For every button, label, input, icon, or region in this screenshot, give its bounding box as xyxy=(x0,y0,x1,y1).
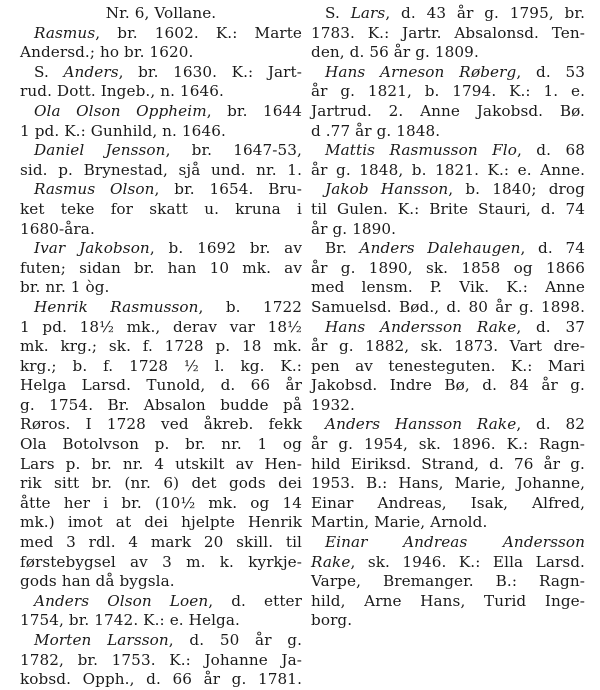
text-line xyxy=(311,220,585,240)
text-segment: hild, Arne Hans, Turid Inge- xyxy=(311,591,585,610)
text-line xyxy=(20,63,302,83)
name-segment: Anders Hansson Rake xyxy=(325,415,517,434)
text-line xyxy=(311,24,585,44)
text-line xyxy=(20,239,302,259)
text-segment: , d. 53 xyxy=(516,62,586,81)
text-segment: Helga Larsd. Tunold, d. 66 år xyxy=(20,376,302,395)
text-segment: Jartrud. 2. Anne Jakobsd. Bø. xyxy=(311,101,585,120)
text-line xyxy=(311,298,585,318)
text-segment: , br. 1654. Bru- xyxy=(154,180,302,199)
text-segment: Br. xyxy=(325,239,360,258)
text-segment: 1783. K.: Jartr. Absalonsd. Ten- xyxy=(311,23,585,42)
text-line xyxy=(20,4,302,24)
text-line xyxy=(311,278,585,298)
text-line xyxy=(20,220,302,240)
text-line xyxy=(20,298,302,318)
name-segment: Hans Arneson Røberg xyxy=(325,62,517,81)
text-segment: Nr. 6, Vollane. xyxy=(105,4,217,22)
text-segment: mk. krg.; sk. f. 1728 p. 18 mk. xyxy=(20,337,302,356)
text-line xyxy=(20,435,302,455)
text-line xyxy=(311,572,585,592)
text-segment: sid. p. Brynestad, sjå und. nr. 1. xyxy=(20,160,302,179)
text-line xyxy=(20,513,302,533)
text-line xyxy=(311,82,585,102)
text-line xyxy=(20,259,302,279)
text-segment: år g. 1821, b. 1794. K.: 1. e. xyxy=(311,82,585,101)
text-line xyxy=(311,102,585,122)
text-line xyxy=(20,455,302,475)
text-segment: år g. 1890, sk. 1858 og 1866 xyxy=(311,258,585,277)
text-segment: ket teke for skatt u. kruna i xyxy=(20,199,302,218)
text-line xyxy=(20,102,302,122)
text-segment: år g. 1848, b. 1821. K.: e. Anne. xyxy=(311,160,585,179)
text-line xyxy=(311,43,585,63)
name-segment: Anders Olson Loen xyxy=(34,591,209,610)
text-segment: , d. 82 xyxy=(516,415,585,434)
text-segment: til Gulen. K.: Brite Stauri, d. 74 xyxy=(311,199,585,218)
text-segment: rud. Dott. Ingeb., n. 1646. xyxy=(20,82,224,101)
text-segment: , b. 1722 xyxy=(198,297,302,316)
text-segment: , d. 74 xyxy=(520,239,585,258)
text-segment: d .77 år g. 1848. xyxy=(311,121,441,140)
text-line xyxy=(20,122,302,142)
text-segment: 1754, br. 1742. K.: e. Helga. xyxy=(20,611,240,630)
text-line xyxy=(20,161,302,181)
text-line xyxy=(20,572,302,592)
text-segment: 1 pd. 18½ mk., derav var 18½ xyxy=(20,317,302,336)
text-segment: 1953. B.: Hans, Marie, Johanne, xyxy=(311,474,585,493)
text-line xyxy=(311,337,585,357)
name-segment: Anders xyxy=(63,62,119,81)
text-line xyxy=(20,141,302,161)
name-segment: Rasmus Olson xyxy=(34,180,155,199)
text-segment: , d. 37 xyxy=(516,317,585,336)
text-line xyxy=(20,553,302,573)
text-segment: åtte her i br. (10½ mk. og 14 xyxy=(20,493,302,512)
text-segment: borg. xyxy=(311,611,353,630)
text-segment: 1782, br. 1753. K.: Johanne Ja- xyxy=(20,650,302,669)
text-segment: kobsd. Opph., d. 66 år g. 1781. xyxy=(20,670,302,689)
name-segment: Einar Andreas Andersson xyxy=(325,533,585,552)
text-line xyxy=(311,455,585,475)
text-segment: hild Eiriksd. Strand, d. 76 år g. xyxy=(311,454,585,473)
text-line xyxy=(20,376,302,396)
text-line xyxy=(20,318,302,338)
text-segment: Einar Andreas, Isak, Alfred, xyxy=(311,493,585,512)
text-segment: , d. 50 år g. xyxy=(168,631,303,649)
text-segment: , b. 1692 br. av xyxy=(149,239,303,258)
name-segment: Rake xyxy=(311,552,351,571)
text-line xyxy=(20,337,302,357)
text-segment: pen av tenesteguten. K.: Mari xyxy=(311,356,585,375)
text-line xyxy=(311,533,585,553)
text-segment: , b. 1840; drog xyxy=(448,180,585,199)
text-line xyxy=(20,415,302,435)
text-segment: S. xyxy=(34,62,64,81)
text-segment: år g. 1882, sk. 1873. Vart dre- xyxy=(311,337,585,356)
text-segment: Røros. I 1728 ved åkreb. fekk xyxy=(20,415,302,434)
name-segment: Ola Olson Oppheim xyxy=(34,101,207,120)
left-column xyxy=(20,4,302,690)
text-line xyxy=(20,82,302,102)
text-line xyxy=(311,63,585,83)
text-line xyxy=(311,180,585,200)
text-segment: år g. 1890. xyxy=(311,219,397,238)
text-segment: , d. etter xyxy=(208,591,302,610)
text-line xyxy=(311,415,585,435)
text-line xyxy=(311,435,585,455)
text-segment: krg.; b. f. 1728 ½ l. kg. K.: xyxy=(20,356,302,375)
text-line xyxy=(311,553,585,573)
text-line xyxy=(20,533,302,553)
text-segment: br. nr. 1 òg. xyxy=(20,278,110,297)
text-line xyxy=(20,592,302,612)
text-segment: g. 1754. Br. Absalon budde på xyxy=(20,395,302,414)
text-line xyxy=(311,122,585,142)
text-segment: gods han då bygsla. xyxy=(20,572,175,591)
text-line xyxy=(311,239,585,259)
text-line xyxy=(20,200,302,220)
text-line xyxy=(311,611,585,631)
text-line xyxy=(20,396,302,416)
text-segment: den, d. 56 år g. 1809. xyxy=(311,43,479,62)
text-line xyxy=(311,200,585,220)
text-line xyxy=(311,592,585,612)
text-segment: , d. 68 xyxy=(516,141,585,160)
right-column xyxy=(311,4,585,631)
text-line xyxy=(311,513,585,533)
text-line xyxy=(20,357,302,377)
text-line xyxy=(311,318,585,338)
text-line xyxy=(20,24,302,44)
text-segment: førstebygsel av 3 m. k. kyrkje- xyxy=(20,552,302,571)
text-line xyxy=(20,651,302,671)
text-line xyxy=(311,474,585,494)
name-segment: Ivar Jakobson xyxy=(34,239,150,258)
name-segment: Lars xyxy=(350,4,386,22)
name-segment: Jakob Hansson xyxy=(325,180,449,199)
text-segment: Samuelsd. Bød., d. 80 år g. 1898. xyxy=(311,297,585,316)
text-line xyxy=(20,278,302,298)
text-line xyxy=(20,474,302,494)
text-line xyxy=(311,4,585,24)
text-line xyxy=(311,396,585,416)
text-segment: S. xyxy=(325,4,351,22)
text-segment: futen; sidan br. han 10 mk. av xyxy=(20,258,302,277)
text-line xyxy=(20,611,302,631)
text-segment: Ola Botolvson p. br. nr. 1 og xyxy=(20,435,302,454)
text-line xyxy=(311,161,585,181)
text-segment: , br. 1602. K.: Marte xyxy=(95,23,302,42)
text-line xyxy=(311,141,585,161)
text-segment: år g. 1954, sk. 1896. K.: Ragn- xyxy=(311,435,585,454)
text-line xyxy=(20,43,302,63)
text-segment: med lensm. P. Vik. K.: Anne xyxy=(311,278,585,297)
text-segment: , br. 1644 xyxy=(206,101,303,120)
text-segment: Andersd.; ho br. 1620. xyxy=(20,43,194,62)
text-line xyxy=(311,376,585,396)
text-segment: , sk. 1946. K.: Ella Larsd. xyxy=(350,552,585,571)
text-segment: Jakobsd. Indre Bø, d. 84 år g. xyxy=(311,376,585,395)
text-segment: Varpe, Bremanger. B.: Ragn- xyxy=(311,572,585,591)
text-line xyxy=(20,180,302,200)
text-line xyxy=(311,494,585,514)
text-line xyxy=(311,259,585,279)
name-segment: Anders Dalehaugen xyxy=(359,239,521,258)
text-segment: rik sitt br. (nr. 6) det gods dei xyxy=(20,474,302,493)
name-segment: Hans Andersson Rake xyxy=(325,317,517,336)
name-segment: Morten Larsson xyxy=(34,631,169,649)
text-segment: , d. 43 år g. 1795, br. xyxy=(385,4,586,22)
text-segment: 1680-åra. xyxy=(20,219,95,238)
text-segment: , br. 1630. K.: Jart- xyxy=(118,62,302,81)
text-segment: 1932. xyxy=(311,395,355,414)
text-segment: Lars p. br. nr. 4 utskilt av Hen- xyxy=(20,454,302,473)
name-segment: Daniel Jensson xyxy=(34,141,166,160)
text-segment: , br. 1647-53, xyxy=(165,141,302,160)
name-segment: Mattis Rasmusson Flo xyxy=(325,141,517,160)
text-segment: mk.) imot at dei hjelpte Henrik xyxy=(20,513,302,532)
name-segment: Henrik Rasmusson xyxy=(34,297,199,316)
text-line xyxy=(20,631,302,651)
text-line xyxy=(311,357,585,377)
text-line xyxy=(20,494,302,514)
text-line xyxy=(20,670,302,690)
name-segment: Rasmus xyxy=(34,23,96,42)
text-segment: 1 pd. K.: Gunhild, n. 1646. xyxy=(20,121,226,140)
text-segment: med 3 rdl. 4 mark 20 skill. til xyxy=(20,533,302,552)
text-segment: Martin, Marie, Arnold. xyxy=(311,513,488,532)
